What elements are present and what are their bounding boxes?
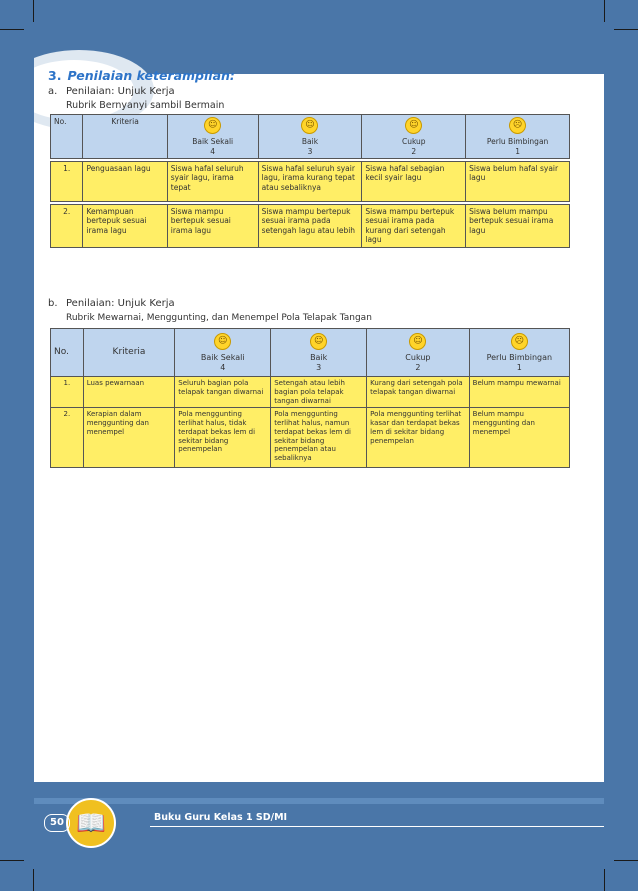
cell-c3: Siswa hafal seluruh syair lagu, irama kurang tepat atau sebaliknya: [258, 162, 362, 202]
header-kriteria: Kriteria: [83, 329, 175, 377]
header-baik-sekali: ☺ Baik Sekali 4: [167, 115, 258, 159]
cell-c4: Siswa mampu bertepuk sesuai irama lagu: [167, 205, 258, 248]
header-cukup: ☺ Cukup 2: [367, 329, 469, 377]
part-a-subtitle: Rubrik Bernyanyi sambil Bermain: [66, 100, 225, 111]
cell-c2: Pola menggunting terlihat kasar dan terdapat bekas lem di sekitar bidang penempelan: [367, 408, 469, 468]
section-heading: [48, 68, 235, 83]
cell-kriteria: Luas pewarnaan: [83, 377, 175, 408]
section-number: 3.: [48, 68, 62, 83]
table-row: [51, 205, 570, 248]
section-title: Penilaian keterampilan:: [67, 68, 235, 83]
header-baik-sekali: ☺ Baik Sekali 4: [175, 329, 271, 377]
part-a-text: Penilaian: Unjuk Kerja: [66, 86, 175, 97]
cell-c2: Siswa hafal sebagian kecil syair lagu: [362, 162, 466, 202]
crop-mark: [614, 860, 638, 861]
rubric-table-a: [50, 114, 570, 248]
part-a-label: [48, 86, 175, 97]
table-row: [51, 377, 570, 408]
cell-c2: Siswa mampu bertepuk sesuai irama pada kurang dari setengah lagu: [362, 205, 466, 248]
crop-mark: [0, 860, 24, 861]
rubric-table-b: [50, 328, 570, 468]
header-baik: ☺ Baik 3: [271, 329, 367, 377]
cell-c1: Siswa belum mampu bertepuk sesuai irama lagu: [466, 205, 570, 248]
smiley-icon: ☺: [204, 117, 221, 134]
cell-kriteria: Penguasaan lagu: [83, 162, 167, 202]
part-b-text: Penilaian: Unjuk Kerja: [66, 298, 175, 309]
crop-mark: [33, 0, 34, 22]
footer-rule: [150, 826, 604, 827]
bottom-band: [34, 782, 604, 860]
cell-c4: Seluruh bagian pola telapak tangan diwarnai: [175, 377, 271, 408]
smiley-icon: ☹: [511, 333, 528, 350]
cell-c3: Pola menggunting terlihat halus, namun terdapat bekas lem di sekitar bidang penempelan atau sebaliknya: [271, 408, 367, 468]
cell-no: 1.: [51, 162, 83, 202]
page: [34, 30, 604, 860]
cell-c3: Setengah atau lebih bagian pola telapak tangan diwarnai: [271, 377, 367, 408]
smiley-icon: ☺: [310, 333, 327, 350]
smiley-icon: ☺: [301, 117, 318, 134]
table-header-row: [51, 329, 570, 377]
cell-no: 2.: [51, 408, 84, 468]
cell-c3: Siswa mampu bertepuk sesuai irama pada setengah lagu atau lebih: [258, 205, 362, 248]
cell-kriteria: Kerapian dalam menggunting dan menempel: [83, 408, 175, 468]
header-cukup: ☺ Cukup 2: [362, 115, 466, 159]
cell-c4: Pola menggunting terlihat halus, tidak terdapat bekas lem di sekitar bidang penempelan: [175, 408, 271, 468]
header-baik: ☺ Baik 3: [258, 115, 362, 159]
cell-c2: Kurang dari setengah pola telapak tangan diwarnai: [367, 377, 469, 408]
book-title: Buku Guru Kelas 1 SD/MI: [154, 812, 288, 823]
cell-c4: Siswa hafal seluruh syair lagu, irama tepat: [167, 162, 258, 202]
header-no: No.: [51, 329, 84, 377]
header-perlu-bimbingan: ☹ Perlu Bimbingan 1: [469, 329, 569, 377]
smiley-icon: ☹: [509, 117, 526, 134]
page-number: 50: [44, 814, 70, 832]
table-row: [51, 408, 570, 468]
footer-stripe: [34, 798, 604, 804]
cell-no: 1.: [51, 377, 84, 408]
cell-c1: Belum mampu menggunting dan menempel: [469, 408, 569, 468]
smiley-icon: ☺: [409, 333, 426, 350]
crop-mark: [33, 869, 34, 891]
cell-c1: Siswa belum hafal syair lagu: [466, 162, 570, 202]
header-kriteria: Kriteria: [83, 115, 167, 159]
crop-mark: [614, 29, 638, 30]
book-logo-icon: 📖: [66, 798, 116, 848]
header-no: No.: [51, 115, 83, 159]
crop-mark: [0, 29, 24, 30]
cell-c1: Belum mampu mewarnai: [469, 377, 569, 408]
part-b-label: [48, 298, 175, 309]
part-b-subtitle: Rubrik Mewarnai, Menggunting, dan Menempel Pola Telapak Tangan: [66, 313, 372, 323]
part-b-key: b.: [48, 298, 58, 309]
table-header-row: [51, 115, 570, 159]
part-a-key: a.: [48, 86, 58, 97]
crop-mark: [604, 869, 605, 891]
header-perlu-bimbingan: ☹ Perlu Bimbingan 1: [466, 115, 570, 159]
table-row: [51, 162, 570, 202]
smiley-icon: ☺: [405, 117, 422, 134]
crop-mark: [604, 0, 605, 22]
cell-kriteria: Kemampuan bertepuk sesuai irama lagu: [83, 205, 167, 248]
smiley-icon: ☺: [214, 333, 231, 350]
cell-no: 2.: [51, 205, 83, 248]
